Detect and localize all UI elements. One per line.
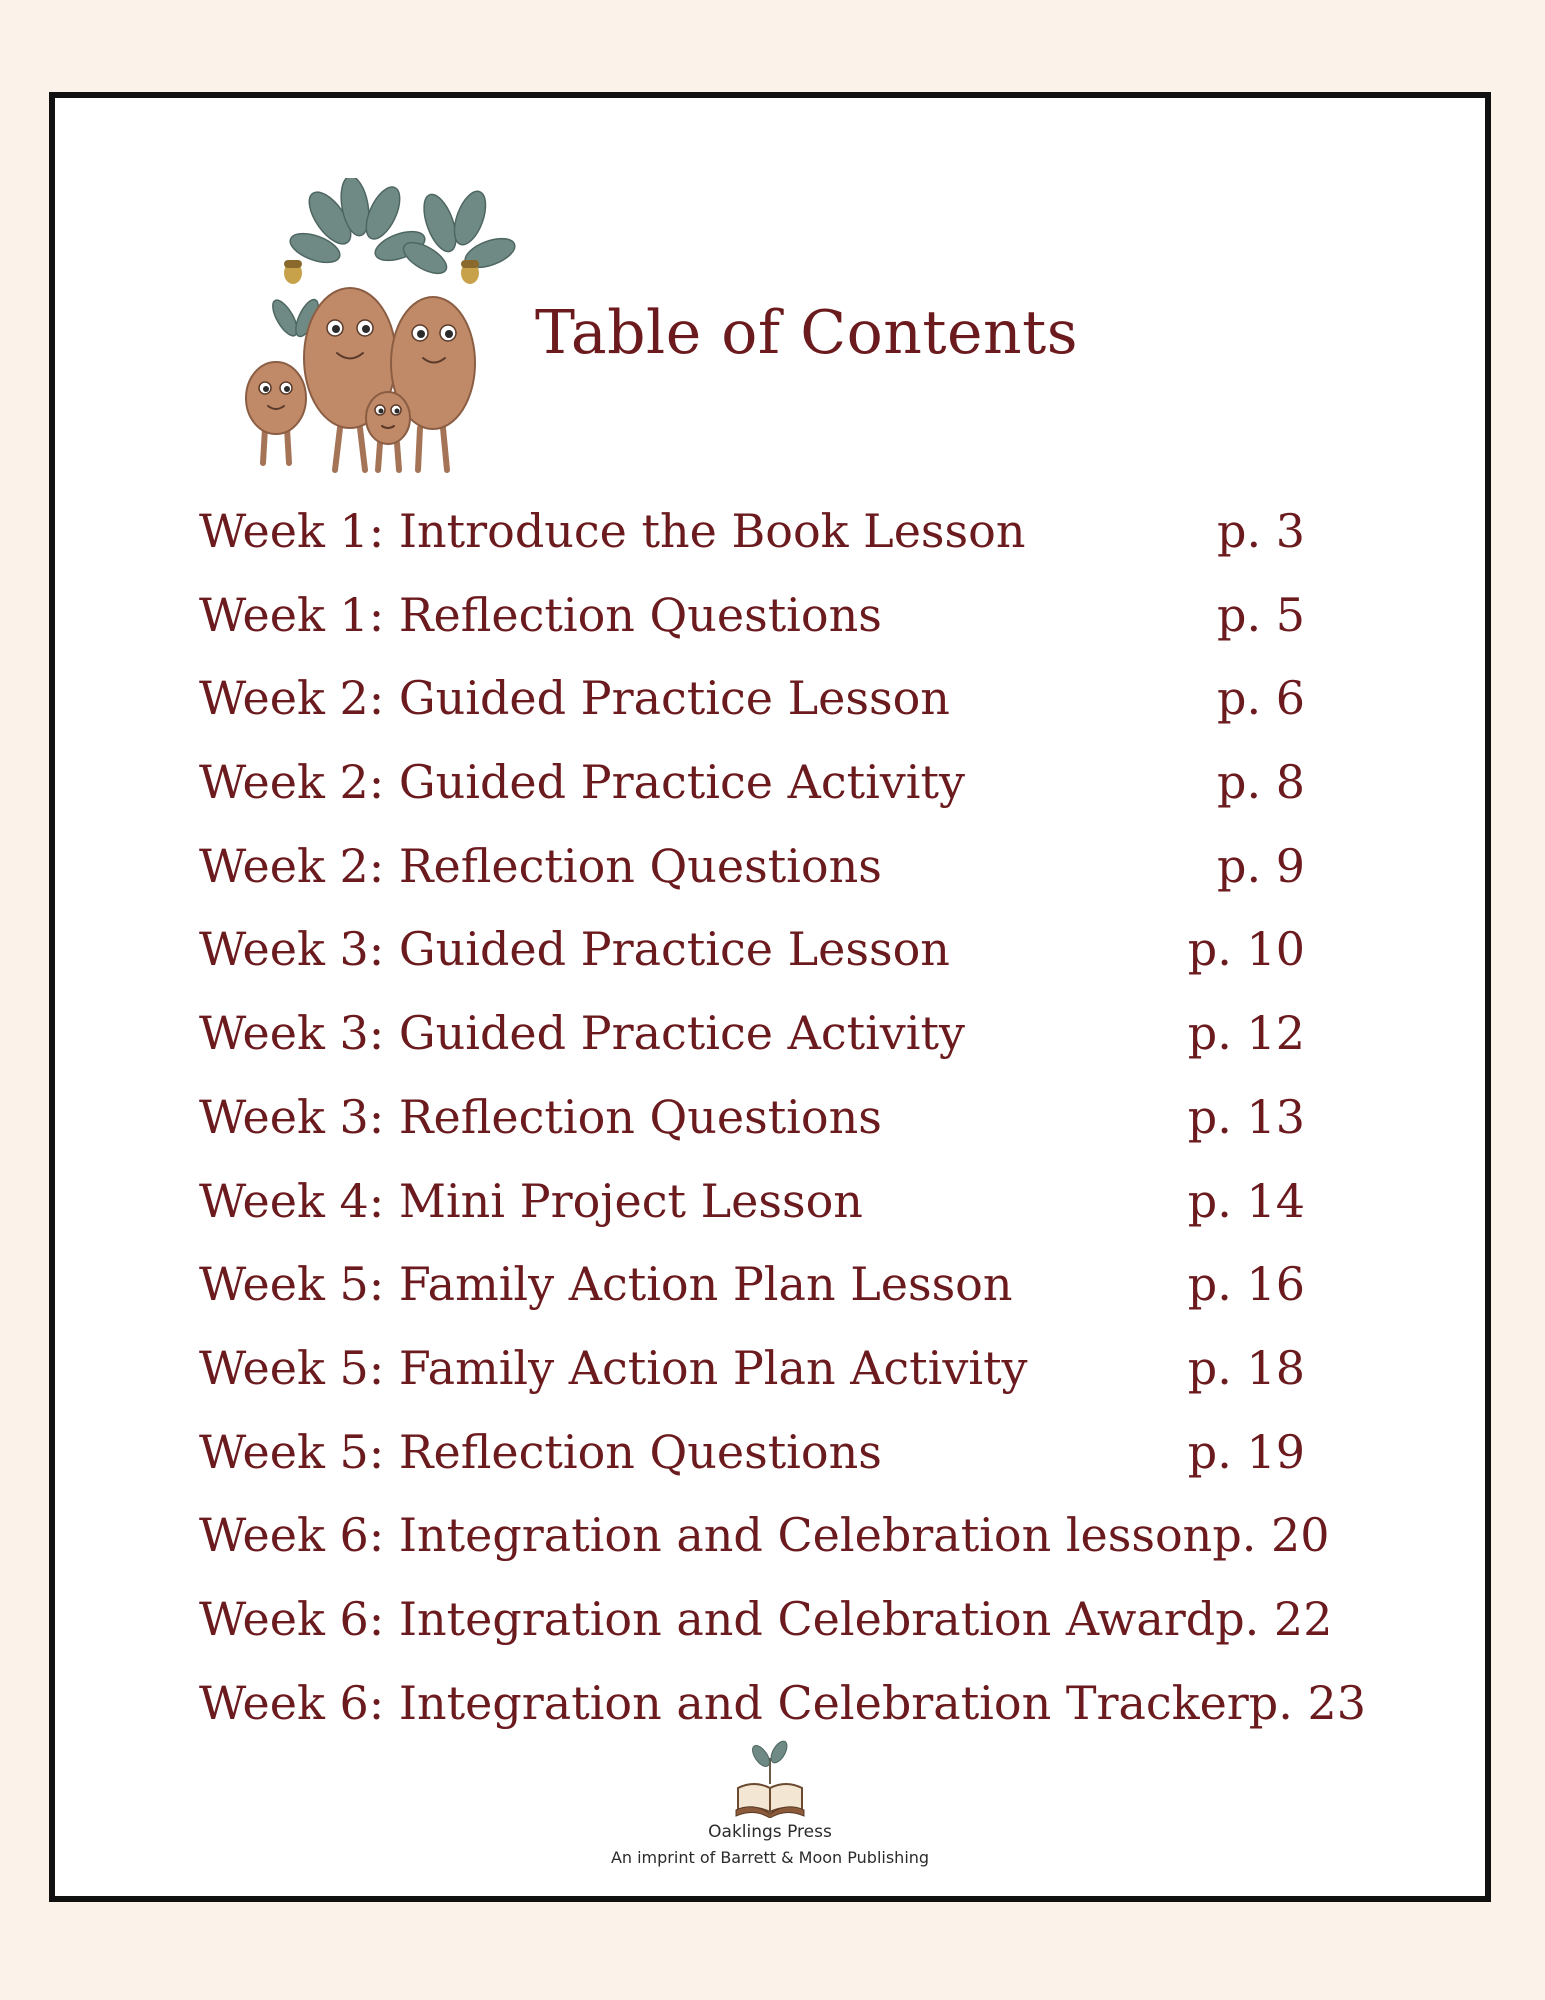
open-book-sprout-icon <box>734 1740 806 1818</box>
toc-entry-page: p. 23 <box>1248 1675 1367 1730</box>
toc-entry-page: p. 16 <box>1187 1257 1305 1312</box>
toc-entry-label: Week 1: Introduce the Book Lesson <box>199 504 1026 558</box>
page-title: Table of Contents <box>535 298 1079 368</box>
toc-entry-label: Week 3: Guided Practice Lesson <box>199 922 950 977</box>
toc-entry-label: Week 3: Reflection Questions <box>199 1089 882 1144</box>
toc-entry-page: p. 19 <box>1187 1424 1305 1479</box>
imprint-line: An imprint of Barrett & Moon Publishing <box>610 1848 930 1867</box>
toc-entry-page: p. 8 <box>1217 755 1305 810</box>
toc-entry-page: p. 6 <box>1217 671 1305 726</box>
toc-entry-page: p. 9 <box>1217 838 1305 893</box>
toc-entry-label: Week 6: Integration and Celebration lesson <box>199 1508 1213 1563</box>
toc-entry-label: Week 5: Family Action Plan Lesson <box>199 1257 1013 1312</box>
toc-entry-page: p. 5 <box>1217 587 1305 642</box>
toc-entry <box>199 755 1305 839</box>
toc-entry <box>199 504 1305 588</box>
toc-entry-label: Week 1: Reflection Questions <box>199 587 882 642</box>
acorn-family-illustration <box>215 178 545 478</box>
toc-entry-page: p. 20 <box>1212 1508 1330 1563</box>
toc-entry <box>199 1174 1305 1258</box>
toc-entry <box>199 1508 1330 1592</box>
toc-entry <box>199 588 1305 672</box>
toc-entry-page: p. 14 <box>1187 1173 1305 1228</box>
toc-list <box>199 504 1367 1759</box>
toc-entry <box>199 671 1305 755</box>
toc-entry-label: Week 5: Family Action Plan Activity <box>199 1340 1028 1395</box>
press-name: Oaklings Press <box>708 1822 832 1842</box>
toc-entry-label: Week 6: Integration and Celebration Award <box>199 1591 1216 1646</box>
toc-entry-label: Week 2: Reflection Questions <box>199 838 882 893</box>
toc-entry <box>199 1090 1305 1174</box>
toc-entry-page: p. 10 <box>1187 922 1305 977</box>
toc-entry-label: Week 4: Mini Project Lesson <box>199 1173 863 1228</box>
toc-entry-label: Week 5: Reflection Questions <box>199 1424 882 1479</box>
toc-entry <box>199 1257 1305 1341</box>
toc-entry-label: Week 3: Guided Practice Activity <box>199 1006 965 1061</box>
toc-entry-page: p. 13 <box>1187 1089 1305 1144</box>
toc-entry-page: p. 18 <box>1187 1340 1305 1395</box>
toc-entry-page: p. 12 <box>1187 1006 1305 1061</box>
toc-entry-page: p. 22 <box>1215 1591 1333 1646</box>
toc-entry <box>199 1591 1333 1676</box>
toc-entry <box>199 922 1305 1006</box>
toc-entry-label: Week 2: Guided Practice Lesson <box>199 671 950 726</box>
toc-entry-label: Week 2: Guided Practice Activity <box>199 755 965 810</box>
toc-entry-page: p. 3 <box>1217 504 1305 558</box>
toc-entry-label: Week 6: Integration and Celebration Tracker <box>199 1675 1249 1730</box>
toc-entry <box>199 1341 1305 1425</box>
toc-entry <box>199 1425 1305 1509</box>
page-frame <box>49 92 1491 1902</box>
publisher-footer <box>55 1740 1485 1867</box>
toc-entry <box>199 839 1305 923</box>
toc-entry <box>199 1006 1305 1090</box>
